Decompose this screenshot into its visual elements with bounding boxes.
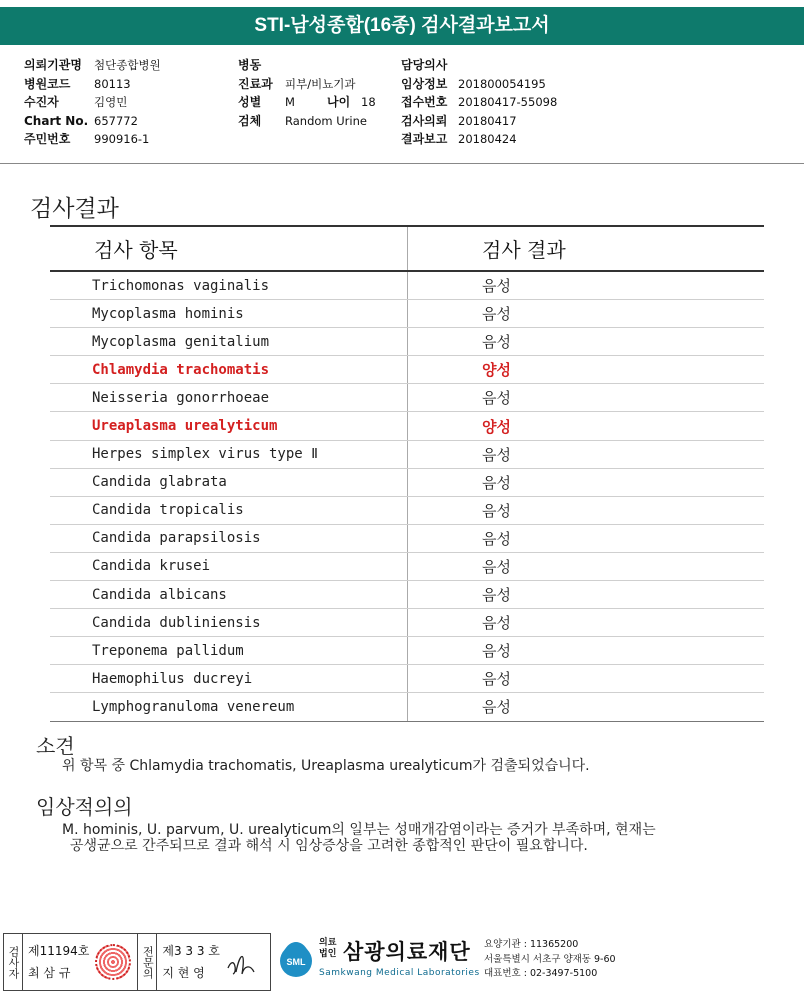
result-row [50, 468, 764, 496]
info-row [401, 56, 557, 75]
tester-label [4, 934, 23, 990]
tester-name: 최 삼 규 [28, 966, 71, 980]
info-value: 첨단종합병원 [94, 58, 161, 72]
sex-label: 성별 [238, 95, 262, 109]
info-divider [0, 163, 804, 164]
specialist-cell [157, 934, 224, 990]
tester-label-text: 검사자 [7, 945, 20, 979]
result-row [50, 300, 764, 328]
result-item-name: Candida tropicalis [50, 496, 408, 524]
info-label: 담당의사 [401, 58, 448, 72]
result-row [50, 524, 764, 552]
info-row [238, 93, 376, 112]
results-header-row [50, 226, 764, 271]
info-row [238, 112, 376, 131]
info-row [401, 75, 557, 94]
result-row [50, 637, 764, 665]
info-value: 80113 [94, 76, 131, 91]
org-info [484, 938, 616, 982]
result-value: 음성 [408, 637, 765, 665]
result-value: 음성 [408, 440, 765, 468]
result-item-name: Lymphogranuloma venereum [50, 693, 408, 721]
result-value: 음성 [408, 496, 765, 524]
result-row [50, 665, 764, 693]
info-row [401, 112, 557, 131]
result-row [50, 328, 764, 356]
info-row [401, 93, 557, 112]
tester-seal-stamp [95, 944, 131, 980]
info-label: 주민번호 [24, 132, 71, 146]
tester-cell [23, 934, 93, 990]
info-label: 접수번호 [401, 95, 448, 109]
result-value: 음성 [408, 300, 765, 328]
result-item-name: Treponema pallidum [50, 637, 408, 665]
info-label: 의뢰기관명 [24, 58, 82, 72]
info-value: 20180417 [458, 113, 517, 128]
result-item-name: Trichomonas vaginalis [50, 271, 408, 300]
ward-label: 병동 [238, 58, 262, 72]
result-row [50, 356, 764, 384]
specimen-value: Random Urine [285, 113, 367, 128]
info-row [24, 93, 161, 112]
info-value: 20180417-55098 [458, 95, 558, 109]
result-value: 음성 [408, 384, 765, 412]
result-item-name: Herpes simplex virus type Ⅱ [50, 440, 408, 468]
info-label: 결과보고 [401, 132, 448, 146]
specialist-label [137, 934, 157, 990]
result-item-name: Candida albicans [50, 581, 408, 609]
result-value: 음성 [408, 693, 765, 721]
org-address: 서울특별시 서초구 양재동 9-60 [484, 953, 616, 965]
org-prefix-2: 법인 [319, 949, 337, 959]
result-row [50, 440, 764, 468]
result-row [50, 271, 764, 300]
info-row [238, 56, 376, 75]
info-value: 657772 [94, 113, 138, 128]
result-item-name: Candida parapsilosis [50, 524, 408, 552]
info-right [401, 56, 557, 149]
logo-text: SML [286, 957, 306, 967]
result-value: 양성 [408, 412, 765, 440]
info-row [24, 56, 161, 75]
info-row [401, 130, 557, 149]
specialist-license: 제3 3 3 호 [162, 944, 220, 958]
result-item-name: Mycoplasma hominis [50, 300, 408, 328]
results-table [50, 225, 764, 722]
info-row [24, 130, 161, 149]
result-value: 음성 [408, 468, 765, 496]
info-left [24, 56, 161, 149]
info-label: 수진자 [24, 95, 59, 109]
info-value: 김영민 [94, 95, 128, 109]
info-middle [238, 56, 376, 130]
dept-label: 진료과 [238, 76, 273, 91]
result-value: 음성 [408, 581, 765, 609]
result-row [50, 384, 764, 412]
org-phone: 대표번호 : 02-3497-5100 [484, 968, 598, 979]
result-value: 음성 [408, 665, 765, 693]
result-row [50, 552, 764, 580]
result-row [50, 581, 764, 609]
sex-value: M [285, 95, 295, 109]
result-value: 음성 [408, 552, 765, 580]
result-value: 음성 [408, 328, 765, 356]
result-row [50, 609, 764, 637]
specimen-label: 검체 [238, 113, 262, 128]
age-label: 나이 [327, 95, 351, 109]
info-label: Chart No. [24, 113, 89, 128]
result-value: 양성 [408, 356, 765, 384]
org-prefix-1: 의료 [319, 938, 337, 948]
result-item-name: Candida glabrata [50, 468, 408, 496]
result-row [50, 496, 764, 524]
org-prefix [319, 938, 336, 960]
institution-code: 요양기관 : 11365200 [484, 939, 579, 950]
info-label: 임상정보 [401, 76, 448, 91]
result-item-name: Haemophilus ducreyi [50, 665, 408, 693]
signature-box [3, 933, 271, 991]
result-value: 음성 [408, 271, 765, 300]
col-header-result: 검사 결과 [408, 226, 765, 271]
specialist-name: 지 현 영 [162, 966, 205, 980]
org-name: 삼광의료재단 [343, 940, 471, 964]
info-label: 검사의뢰 [401, 113, 448, 128]
result-row [50, 412, 764, 440]
result-item-name: Ureaplasma urealyticum [50, 412, 408, 440]
result-item-name: Candida krusei [50, 552, 408, 580]
result-item-name: Neisseria gonorrhoeae [50, 384, 408, 412]
info-label: 병원코드 [24, 76, 71, 91]
signature-image [224, 942, 258, 982]
tester-license: 제11194호 [28, 944, 90, 958]
result-value: 음성 [408, 609, 765, 637]
clinical-title: 임상적의의 [36, 795, 133, 819]
clinical-text-line2: 공생균으로 간주되므로 결과 해석 시 임상증상을 고려한 종합적인 판단이 필요합니다. [70, 838, 588, 854]
result-item-name: Chlamydia trachomatis [50, 356, 408, 384]
findings-text: 위 항목 중 Chlamydia trachomatis, Ureaplasma urealyticum가 검출되었습니다. [62, 758, 590, 774]
age-value: 18 [361, 95, 376, 109]
info-value: 20180424 [458, 132, 517, 146]
clinical-text-line1: M. hominis, U. parvum, U. urealyticum의 일부는 성매개감염이라는 증거가 부족하며, 현재는 [62, 822, 656, 838]
result-item-name: Candida dubliniensis [50, 609, 408, 637]
results-body [50, 271, 764, 721]
info-value: 201800054195 [458, 76, 546, 91]
dept-value: 피부/비뇨기과 [285, 76, 356, 91]
result-item-name: Mycoplasma genitalium [50, 328, 408, 356]
info-row [238, 75, 376, 94]
results-section-title: 검사결과 [30, 196, 119, 222]
result-row [50, 693, 764, 721]
sml-logo-icon [272, 935, 320, 983]
specialist-label-text: 전문의 [141, 945, 155, 979]
info-row [24, 75, 161, 94]
findings-title: 소견 [36, 734, 75, 758]
org-english-name: Samkwang Medical Laboratories [319, 968, 480, 978]
info-row [24, 112, 161, 131]
report-title: STI-남성종합(16종) 검사결과보고서 [0, 7, 804, 45]
result-value: 음성 [408, 524, 765, 552]
info-value: 990916-1 [94, 132, 150, 146]
col-header-item: 검사 항목 [50, 226, 408, 271]
